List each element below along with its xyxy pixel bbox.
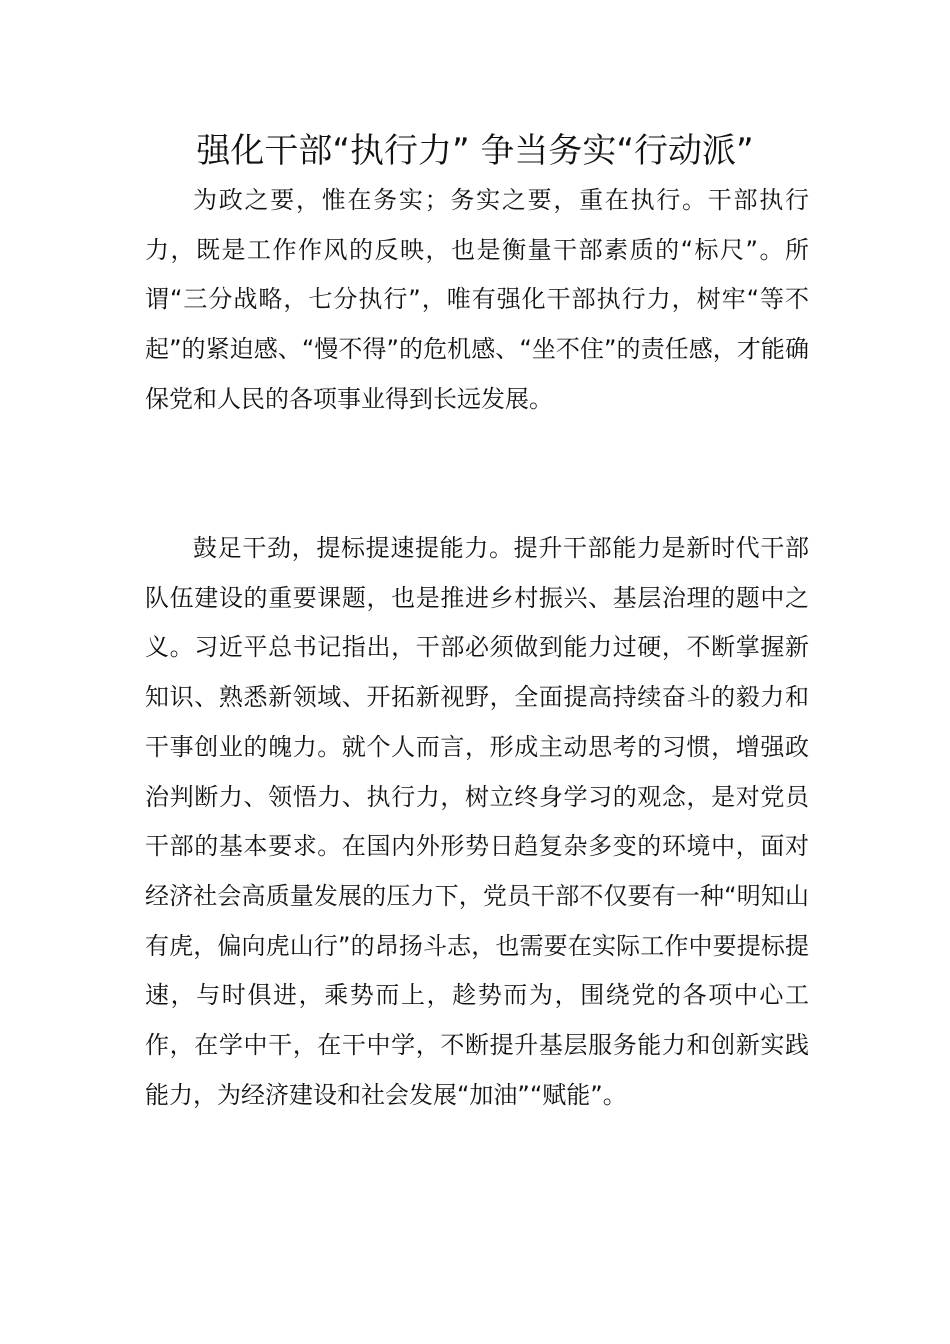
paragraph-section-one: 鼓足干劲，提标提速提能力。提升干部能力是新时代干部队伍建设的重要课题，也是推进乡村振兴、基层治理的题中之义。习近平总书记指出，干部必须做到能力过硬，不断掌握新知识、熟悉新领域、开拓新视野，全面提高持续奋斗的毅力和干事创业的魄力。就个人而言，形成主动思考的习惯，增强政治判断力、领悟力、执行力，树立终身学习的观念，是对党员干部的基本要求。在国内外形势日趋复杂多变的环境中，面对经济社会高质量发展的压力下，党员干部不仅要有一种“明知山有虎，偏向虎山行”的昂扬斗志，也需要在实际工作中要提标提速，与时俱进，乘势而上，趁势而为，围绕党的各项中心工作，在学中干，在干中学，不断提升基层服务能力和创新实践能力，为经济建设和社会发展“加油”“赋能”。 [145, 534, 809, 1109]
document-title: 强化干部“执行力” 争当务实“行动派” [196, 131, 754, 171]
paragraph-intro: 为政之要，惟在务实；务实之要，重在执行。干部执行力，既是工作作风的反映，也是衡量干部素质的“标尺”。所谓“三分战略，七分执行”，唯有强化干部执行力，树牢“等不起”的紧迫感、“慢不得”的危机感、“坐不住”的责任感，才能确保党和人民的各项事业得到长远发展。 [145, 186, 809, 413]
